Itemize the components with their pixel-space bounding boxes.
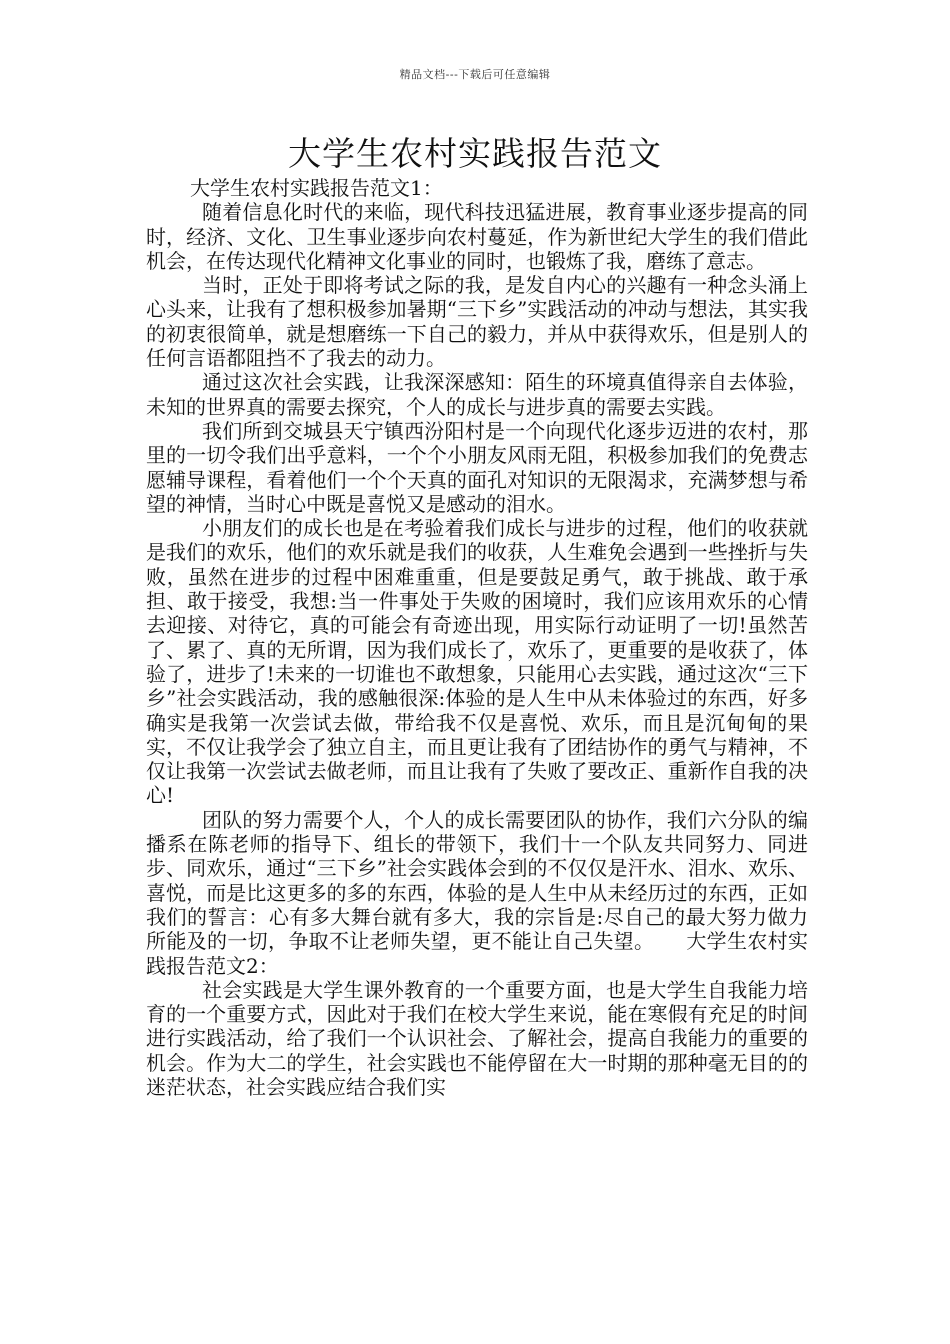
header-note: 精品文档---下载后可任意编辑 bbox=[399, 68, 551, 81]
document-body bbox=[146, 176, 808, 1099]
paragraph-3: 通过这次社会实践，让我深深感知：陌生的环境真值得亲自去体验，未知的世界真的需要去探究，个人的成长与进步真的需要去实践。 bbox=[146, 370, 808, 419]
document-title: 大学生农村实践报告范文 bbox=[288, 134, 662, 173]
section-heading-1: 大学生农村实践报告范文1： bbox=[190, 176, 443, 200]
paragraph-6-with-heading bbox=[146, 808, 808, 978]
paragraph-2: 当时，正处于即将考试之际的我，是发自内心的兴趣有一种念头涌上心头来，让我有了想积极参加暑期“三下乡”实践活动的冲动与想法，其实我的初衷很简单，就是想磨练一下自己的毅力，并从中获得欢乐，但是别人的任何言语都阻挡不了我去的动力。 bbox=[146, 273, 808, 371]
paragraph-5: 小朋友们的成长也是在考验着我们成长与进步的过程，他们的收获就是我们的欢乐，他们的欢乐就是我们的收获，人生难免会遇到一些挫折与失败，虽然在进步的过程中困难重重，但是要鼓足勇气，敢于挑战、敢于承担、敢于接受，我想:当一件事处于失败的困境时，我们应该用欢乐的心情去迎接、对待它，真的可能会有奇迹出现，用实际行动证明了一切!虽然苦了、累了、真的无所谓，因为我们成长了，欢乐了，更重要的是收获了，体验了，进步了!未来的一切谁也不敢想象，只能用心去实践，通过这次“三下乡”社会实践活动，我的感触很深:体验的是人生中从未体验过的东西，好多确实是我第一次尝试去做，带给我不仅是喜悦、欢乐，而且是沉甸甸的果实，不仅让我学会了独立自主，而且更让我有了团结协作的勇气与精神，不仅让我第一次尝试去做老师，而且让我有了失败了要改正、重新作自我的决心! bbox=[146, 516, 808, 808]
paragraph-6: 团队的努力需要个人，个人的成长需要团队的协作，我们六分队的编播系在陈老师的指导下、组长的带领下，我们十一个队友共同努力、同进步、同欢乐，通过“三下乡”社会实践体会到的不仅仅是汗水、泪水、欢乐、喜悦，而是比这更多的多的东西，体验的是人生中从未经历过的东西，正如我们的誓言：心有多大舞台就有多大，我的宗旨是:尽自己的最大努力做力所能及的一切，争取不让老师失望，更不能让自己失望。 bbox=[146, 807, 808, 954]
paragraph-7: 社会实践是大学生课外教育的一个重要方面，也是大学生自我能力培育的一个重要方式，因此对于我们在校大学生来说，能在寒假有充足的时间进行实践活动，给了我们一个认识社会、了解社会，提高自我能力的重要的机会。作为大二的学生，社会实践也不能停留在大一时期的那种毫无目的的迷茫状态，社会实践应结合我们实 bbox=[146, 977, 808, 1099]
section-heading-2: 大学生农村实践报告范文2： bbox=[146, 929, 809, 978]
paragraph-4: 我们所到交城县天宁镇西汾阳村是一个向现代化逐步迈进的农村，那里的一切令我们出乎意料，一个个小朋友风雨无阻，积极参加我们的免费志愿辅导课程，看着他们一个个天真的面孔对知识的无限渴求，充满梦想与希望的神情，当时心中既是喜悦又是感动的泪水。 bbox=[146, 418, 808, 516]
paragraph-1: 随着信息化时代的来临，现代科技迅猛进展，教育事业逐步提高的同时，经济、文化、卫生事业逐步向农村蔓延，作为新世纪大学生的我们借此机会，在传达现代化精神文化事业的同时，也锻炼了我，磨练了意志。 bbox=[146, 200, 808, 273]
